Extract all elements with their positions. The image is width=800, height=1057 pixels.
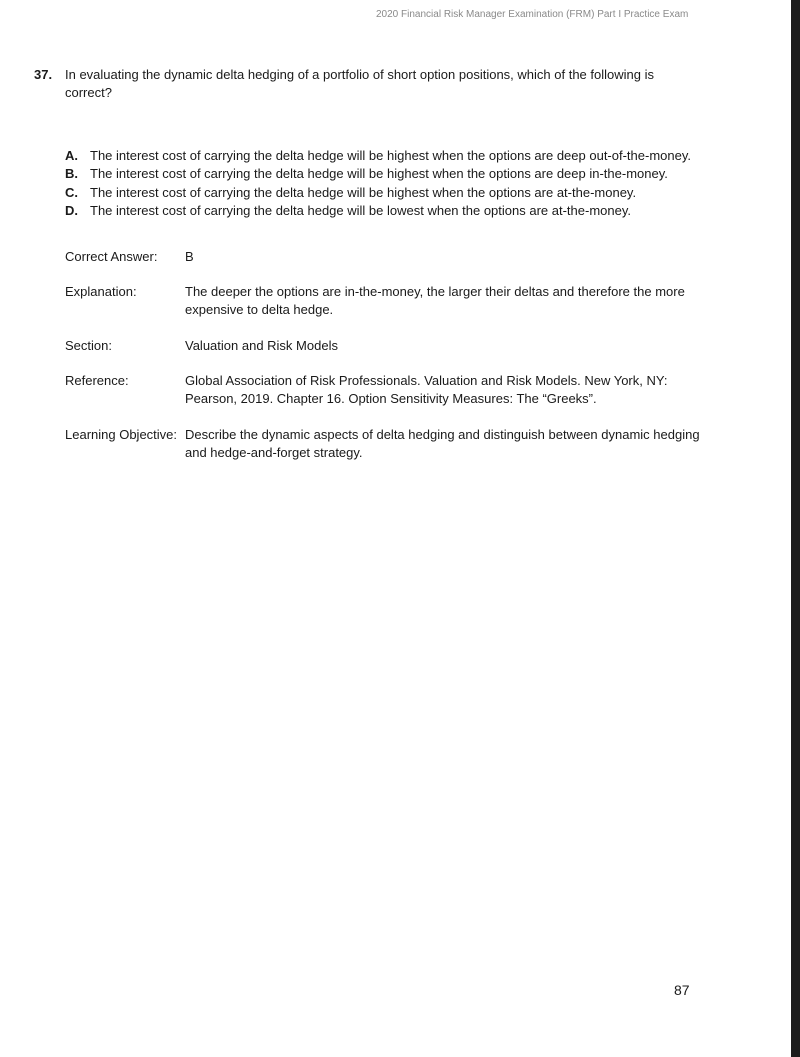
choice-letter: B. — [65, 166, 78, 182]
reference-text: Global Association of Risk Professionals. Valuation and Risk Models. New York, NY: Pearson, 2019. Chapter 16. Option Sensitivity Measures: The “Greeks”. — [185, 373, 668, 406]
explanation-label: Explanation: — [65, 284, 137, 299]
explanation-text: The deeper the options are in-the-money, the larger their deltas and therefore the more expensive to delta hedge. — [185, 284, 685, 317]
page-edge — [791, 0, 800, 1057]
choice-letter: C. — [65, 184, 78, 200]
question-block — [34, 66, 674, 102]
correct-answer-value: B — [185, 249, 194, 264]
running-header: 2020 Financial Risk Manager Examination (FRM) Part I Practice Exam — [376, 9, 689, 20]
page-number: 87 — [674, 982, 690, 998]
choice-b — [65, 165, 691, 183]
answer-choices — [65, 147, 691, 221]
choice-c — [65, 184, 691, 202]
question-number: 37. — [34, 67, 53, 82]
choice-text: The interest cost of carrying the delta hedge will be highest when the options are deep out-of-the-money. — [90, 148, 692, 163]
reference-row — [65, 372, 705, 408]
choice-text: The interest cost of carrying the delta hedge will be highest when the options are at-the-money. — [90, 184, 637, 200]
learning-objective-label: Learning Objective: — [65, 427, 178, 442]
choice-a — [65, 147, 691, 165]
learning-objective-text: Describe the dynamic aspects of delta hedging and distinguish between dynamic hedging and hedge-and-forget strategy. — [185, 427, 700, 460]
choice-letter: D. — [65, 203, 78, 219]
explanation-row — [65, 283, 705, 319]
correct-answer-row — [65, 248, 705, 266]
section-value: Valuation and Risk Models — [185, 338, 338, 353]
correct-answer-label: Correct Answer: — [65, 249, 158, 264]
learning-objective-row — [65, 426, 705, 462]
choice-text: The interest cost of carrying the delta hedge will be lowest when the options are at-the-money. — [90, 203, 631, 219]
choice-text: The interest cost of carrying the delta hedge will be highest when the options are deep in-the-money. — [90, 166, 668, 182]
section-label: Section: — [65, 338, 112, 353]
section-row — [65, 337, 705, 355]
question-text: In evaluating the dynamic delta hedging of a portfolio of short option positions, which of the following is correct? — [65, 67, 654, 100]
choice-d — [65, 202, 691, 220]
reference-label: Reference: — [65, 373, 129, 388]
choice-letter: A. — [65, 148, 78, 163]
